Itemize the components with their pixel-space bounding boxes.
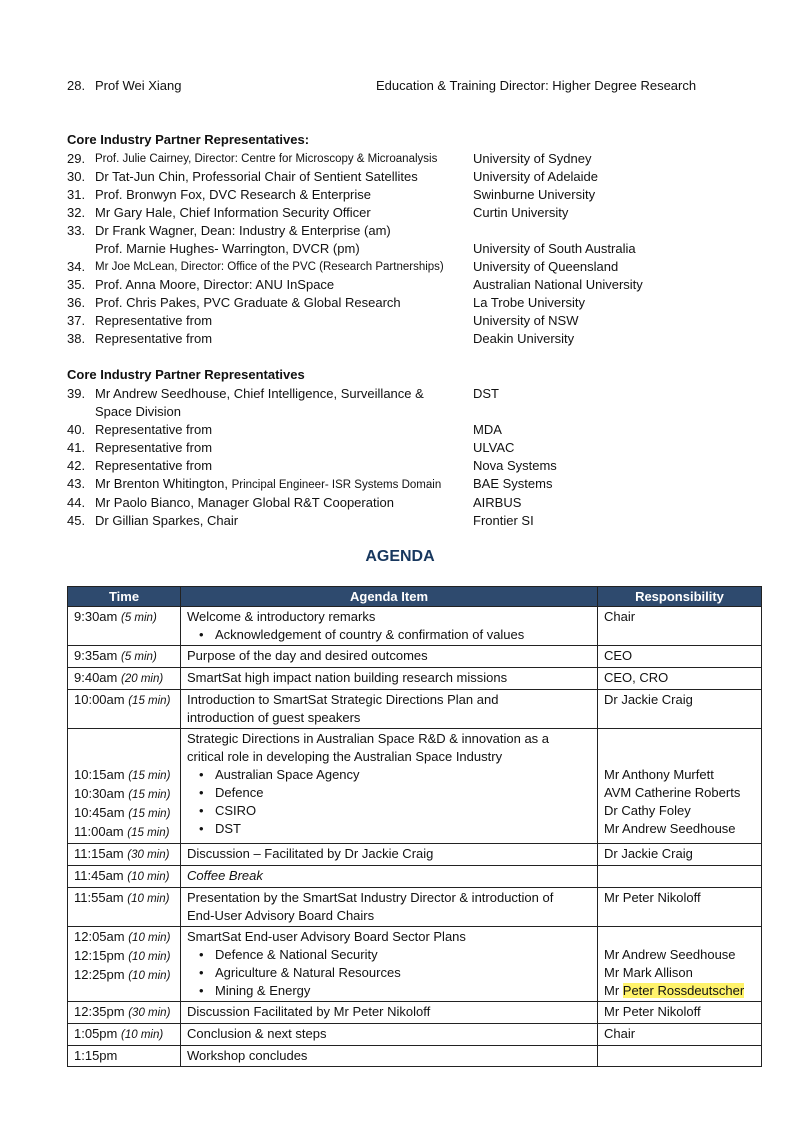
- agenda-table: [67, 586, 762, 1067]
- table-row: 10:00am (15 min) Introduction to SmartSat Strategic Directions Plan and introduction of guest speakers Dr Jackie Craig: [68, 690, 762, 729]
- list-item: 36. Prof. Chris Pakes, PVC Graduate & Global Research La Trobe University: [67, 295, 585, 310]
- table-header-row: [68, 587, 762, 607]
- table-row: 9:30am (5 min) Welcome & introductory remarks • Acknowledgement of country & confirmation of values Chair: [68, 607, 762, 646]
- member-name: Prof Wei Xiang: [95, 78, 182, 93]
- list-item: 29. Prof. Julie Cairney, Director: Centre for Microscopy & Microanalysis University of Sydney: [67, 151, 592, 166]
- list-item: 37. Representative from University of NSW: [67, 313, 579, 328]
- table-row: 9:40am (20 min) SmartSat high impact nation building research missions CEO, CRO: [68, 668, 762, 690]
- table-row: 10:15am (15 min) 10:30am (15 min) 10:45am (15 min) 11:00am (15 min) Strategic Directions in Australian Space R&D & innovation as a critical role in developing the Australian Space Industry • Australian Space Agency • Defence • CSIRO • DST Mr Anthony Murfett AVM Catherine Roberts Dr Cathy Foley Mr Andrew Seedhouse: [68, 729, 762, 844]
- list-item: 39. Mr Andrew Seedhouse, Chief Intelligence, Surveillance & DST Space Division: [67, 386, 499, 419]
- column-header-item: Agenda Item: [181, 587, 598, 607]
- table-row: 12:05am (10 min) 12:15pm (10 min) 12:25pm (10 min) SmartSat End-user Advisory Board Sector Plans • Defence & National Security • Agriculture & Natural Resources • Mining & Energy Mr Andrew Seedhouse Mr Mark Allison Mr Peter Rossdeutscher: [68, 927, 762, 1002]
- list-item: 32. Mr Gary Hale, Chief Information Security Officer Curtin University: [67, 205, 569, 220]
- table-row: 1:05pm (10 min) Conclusion & next steps Chair: [68, 1024, 762, 1046]
- table-row: 12:35pm (30 min) Discussion Facilitated by Mr Peter Nikoloff Mr Peter Nikoloff: [68, 1002, 762, 1024]
- table-row: 11:45am (10 min) Coffee Break: [68, 866, 762, 888]
- industry-partner-list: [67, 385, 767, 530]
- list-item: 33. Dr Frank Wagner, Dean: Industry & Enterprise (am) Prof. Marnie Hughes- Warrington, DVCR (pm) University of South Australia: [67, 223, 636, 256]
- list-item: 43. Mr Brenton Whitington, Principal Engineer- ISR Systems Domain BAE Systems: [67, 476, 553, 491]
- agenda-heading: AGENDA: [365, 548, 435, 565]
- member-number: 28.: [67, 78, 86, 93]
- column-header-time: Time: [68, 587, 181, 607]
- list-item: 40. Representative from MDA: [67, 422, 502, 437]
- university-partner-list: [67, 150, 767, 348]
- highlighted-name: Peter Rossdeutscher: [622, 983, 745, 998]
- list-item: 45. Dr Gillian Sparkes, Chair Frontier SI: [67, 513, 534, 528]
- member-role: Education & Training Director: Higher Degree Research: [376, 78, 697, 93]
- section-title-universities: Core Industry Partner Representatives:: [67, 132, 310, 147]
- table-row: 11:55am (10 min) Presentation by the SmartSat Industry Director & introduction of End-User Advisory Board Chairs Mr Peter Nikoloff: [68, 888, 762, 927]
- section-title-industry: Core Industry Partner Representatives: [67, 367, 305, 382]
- list-item: 34. Mr Joe McLean, Director: Office of the PVC (Research Partnerships) University of Queensland: [67, 259, 619, 274]
- table-row: 11:15am (30 min) Discussion – Facilitated by Dr Jackie Craig Dr Jackie Craig: [68, 844, 762, 866]
- list-item: 35. Prof. Anna Moore, Director: ANU InSpace Australian National University: [67, 277, 643, 292]
- column-header-responsibility: Responsibility: [598, 587, 762, 607]
- table-row: 9:35am (5 min) Purpose of the day and desired outcomes CEO: [68, 646, 762, 668]
- list-item: 38. Representative from Deakin University: [67, 331, 575, 346]
- list-item: 30. Dr Tat-Jun Chin, Professorial Chair of Sentient Satellites University of Adelaide: [67, 169, 599, 184]
- list-item: 31. Prof. Bronwyn Fox, DVC Research & Enterprise Swinburne University: [67, 187, 596, 202]
- list-item: 42. Representative from Nova Systems: [67, 458, 557, 473]
- member-row-28: [67, 78, 747, 96]
- table-row: 1:15pm Workshop concludes: [68, 1046, 762, 1067]
- list-item: 41. Representative from ULVAC: [67, 440, 515, 455]
- list-item: 44. Mr Paolo Bianco, Manager Global R&T Cooperation AIRBUS: [67, 495, 522, 510]
